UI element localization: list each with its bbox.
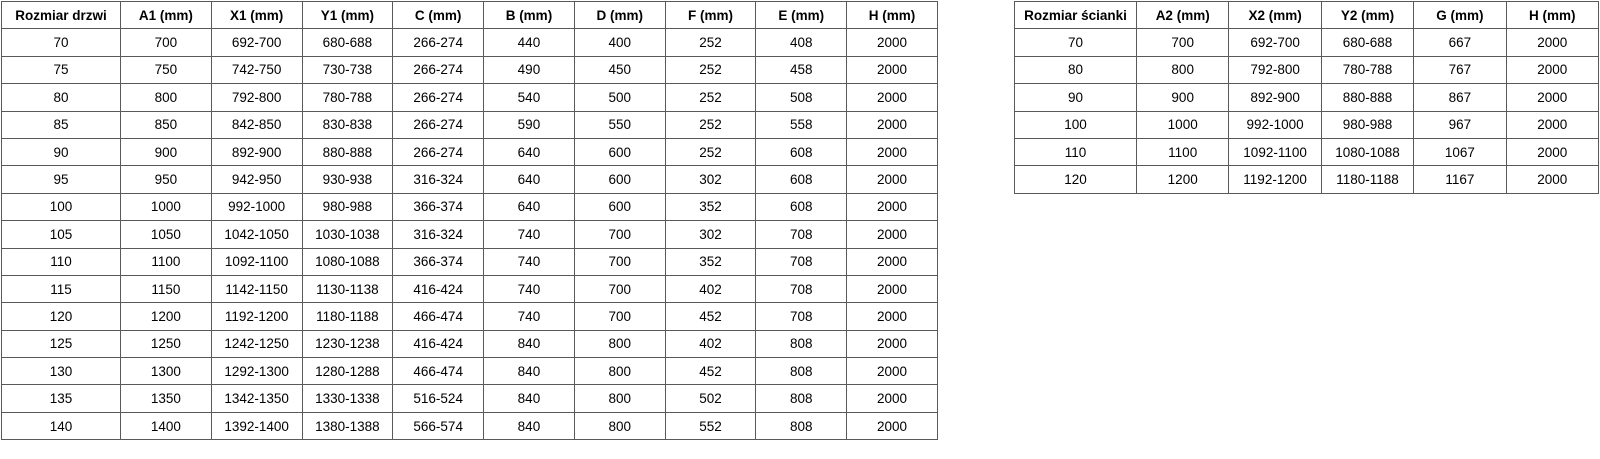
table-cell-r7-c1: 1050 bbox=[121, 221, 212, 248]
table-cell-r6-c2: 992-1000 bbox=[211, 193, 302, 220]
table-cell-r6-c7: 352 bbox=[665, 193, 756, 220]
table-cell-r10-c6: 700 bbox=[574, 303, 665, 330]
table-cell-r14-c8: 808 bbox=[756, 412, 847, 439]
table-cell-r8-c2: 1092-1100 bbox=[211, 248, 302, 275]
table-row-3 bbox=[2, 111, 938, 138]
table-cell-r9-c7: 402 bbox=[665, 275, 756, 302]
table-cell-r7-c3: 1030-1038 bbox=[302, 221, 393, 248]
table-cell-r8-c6: 700 bbox=[574, 248, 665, 275]
table-cell-r13-c5: 840 bbox=[484, 385, 575, 412]
header-cell-col2: X1 (mm) bbox=[211, 2, 302, 29]
table-row-6 bbox=[2, 193, 938, 220]
table-cell-r7-c6: 700 bbox=[574, 221, 665, 248]
table-row-8 bbox=[2, 248, 938, 275]
table-cell-r1-c2: 742-750 bbox=[211, 56, 302, 83]
table-cell-r10-c4: 466-474 bbox=[393, 303, 484, 330]
table-cell-r13-c1: 1350 bbox=[121, 385, 212, 412]
table-cell-r13-c4: 516-524 bbox=[393, 385, 484, 412]
table-cell-r14-c7: 552 bbox=[665, 412, 756, 439]
table-cell-r6-c6: 600 bbox=[574, 193, 665, 220]
table-cell-r3-c0: 100 bbox=[1015, 111, 1137, 138]
table-cell-r4-c8: 608 bbox=[756, 138, 847, 165]
table-cell-r0-c7: 252 bbox=[665, 29, 756, 56]
table-cell-r4-c3: 880-888 bbox=[302, 138, 393, 165]
table-cell-r13-c3: 1330-1338 bbox=[302, 385, 393, 412]
table-cell-r7-c0: 105 bbox=[2, 221, 121, 248]
table-cell-r3-c9: 2000 bbox=[847, 111, 938, 138]
table-row-3 bbox=[1015, 111, 1599, 138]
table-cell-r6-c5: 640 bbox=[484, 193, 575, 220]
table-cell-r5-c6: 600 bbox=[574, 166, 665, 193]
table-cell-r4-c0: 90 bbox=[2, 138, 121, 165]
table-cell-r3-c1: 850 bbox=[121, 111, 212, 138]
table-cell-r2-c2: 792-800 bbox=[211, 84, 302, 111]
table-row-2 bbox=[1015, 84, 1599, 111]
table-cell-r5-c8: 608 bbox=[756, 166, 847, 193]
table-cell-r0-c3: 680-688 bbox=[1321, 29, 1413, 56]
table-cell-r5-c2: 1192-1200 bbox=[1229, 166, 1321, 193]
table-cell-r10-c7: 452 bbox=[665, 303, 756, 330]
table-cell-r7-c7: 302 bbox=[665, 221, 756, 248]
table-cell-r9-c4: 416-424 bbox=[393, 275, 484, 302]
table-cell-r10-c3: 1180-1188 bbox=[302, 303, 393, 330]
table-cell-r7-c9: 2000 bbox=[847, 221, 938, 248]
table-cell-r9-c3: 1130-1138 bbox=[302, 275, 393, 302]
table-cell-r8-c9: 2000 bbox=[847, 248, 938, 275]
table-cell-r2-c0: 90 bbox=[1015, 84, 1137, 111]
table-cell-r0-c4: 667 bbox=[1414, 29, 1506, 56]
table-row-7 bbox=[2, 221, 938, 248]
table-cell-r12-c5: 840 bbox=[484, 358, 575, 385]
table-cell-r3-c5: 590 bbox=[484, 111, 575, 138]
table-cell-r12-c3: 1280-1288 bbox=[302, 358, 393, 385]
table-cell-r2-c7: 252 bbox=[665, 84, 756, 111]
table-cell-r0-c2: 692-700 bbox=[211, 29, 302, 56]
table-cell-r5-c7: 302 bbox=[665, 166, 756, 193]
header-cell-col0: Rozmiar drzwi bbox=[2, 2, 121, 29]
table-cell-r8-c7: 352 bbox=[665, 248, 756, 275]
table-cell-r5-c9: 2000 bbox=[847, 166, 938, 193]
table-cell-r14-c1: 1400 bbox=[121, 412, 212, 439]
table-cell-r10-c8: 708 bbox=[756, 303, 847, 330]
table-cell-r5-c2: 942-950 bbox=[211, 166, 302, 193]
table-cell-r12-c6: 800 bbox=[574, 358, 665, 385]
table-cell-r2-c1: 800 bbox=[121, 84, 212, 111]
table-cell-r0-c5: 440 bbox=[484, 29, 575, 56]
table-cell-r4-c5: 2000 bbox=[1506, 138, 1598, 165]
table-cell-r11-c8: 808 bbox=[756, 330, 847, 357]
table-cell-r2-c9: 2000 bbox=[847, 84, 938, 111]
table-cell-r3-c4: 266-274 bbox=[393, 111, 484, 138]
table-cell-r6-c0: 100 bbox=[2, 193, 121, 220]
table-cell-r4-c1: 900 bbox=[121, 138, 212, 165]
table-cell-r0-c0: 70 bbox=[2, 29, 121, 56]
table-cell-r12-c7: 452 bbox=[665, 358, 756, 385]
table-cell-r5-c1: 1200 bbox=[1137, 166, 1229, 193]
table-row-1 bbox=[2, 56, 938, 83]
table-cell-r3-c2: 842-850 bbox=[211, 111, 302, 138]
table-cell-r14-c6: 800 bbox=[574, 412, 665, 439]
table-cell-r4-c5: 640 bbox=[484, 138, 575, 165]
door-size-table bbox=[1, 1, 938, 440]
door-table-header-row bbox=[2, 2, 938, 29]
table-cell-r2-c3: 780-788 bbox=[302, 84, 393, 111]
table-cell-r6-c8: 608 bbox=[756, 193, 847, 220]
header-cell-col1: A1 (mm) bbox=[121, 2, 212, 29]
table-cell-r12-c8: 808 bbox=[756, 358, 847, 385]
table-row-12 bbox=[2, 358, 938, 385]
table-cell-r8-c3: 1080-1088 bbox=[302, 248, 393, 275]
table-row-14 bbox=[2, 412, 938, 439]
table-cell-r2-c3: 880-888 bbox=[1321, 84, 1413, 111]
table-cell-r12-c9: 2000 bbox=[847, 358, 938, 385]
header-cell-col7: F (mm) bbox=[665, 2, 756, 29]
wall-table-body bbox=[1015, 29, 1599, 193]
table-cell-r2-c0: 80 bbox=[2, 84, 121, 111]
table-cell-r4-c6: 600 bbox=[574, 138, 665, 165]
table-cell-r11-c2: 1242-1250 bbox=[211, 330, 302, 357]
table-cell-r11-c4: 416-424 bbox=[393, 330, 484, 357]
table-cell-r9-c6: 700 bbox=[574, 275, 665, 302]
table-cell-r5-c5: 640 bbox=[484, 166, 575, 193]
table-cell-r2-c4: 867 bbox=[1414, 84, 1506, 111]
table-cell-r5-c5: 2000 bbox=[1506, 166, 1598, 193]
table-cell-r3-c2: 992-1000 bbox=[1229, 111, 1321, 138]
table-cell-r5-c0: 95 bbox=[2, 166, 121, 193]
wall-size-table bbox=[1014, 1, 1599, 194]
table-cell-r1-c1: 750 bbox=[121, 56, 212, 83]
table-cell-r1-c8: 458 bbox=[756, 56, 847, 83]
table-cell-r9-c5: 740 bbox=[484, 275, 575, 302]
table-cell-r2-c4: 266-274 bbox=[393, 84, 484, 111]
table-cell-r4-c9: 2000 bbox=[847, 138, 938, 165]
table-cell-r5-c3: 1180-1188 bbox=[1321, 166, 1413, 193]
table-cell-r13-c8: 808 bbox=[756, 385, 847, 412]
table-cell-r1-c0: 75 bbox=[2, 56, 121, 83]
table-cell-r10-c0: 120 bbox=[2, 303, 121, 330]
table-cell-r10-c1: 1200 bbox=[121, 303, 212, 330]
table-cell-r8-c8: 708 bbox=[756, 248, 847, 275]
table-cell-r6-c4: 366-374 bbox=[393, 193, 484, 220]
table-cell-r11-c1: 1250 bbox=[121, 330, 212, 357]
table-cell-r1-c7: 252 bbox=[665, 56, 756, 83]
table-cell-r10-c2: 1192-1200 bbox=[211, 303, 302, 330]
table-cell-r11-c6: 800 bbox=[574, 330, 665, 357]
table-cell-r1-c3: 780-788 bbox=[1321, 56, 1413, 83]
table-cell-r5-c4: 316-324 bbox=[393, 166, 484, 193]
header-cell-col4: C (mm) bbox=[393, 2, 484, 29]
table-cell-r1-c5: 2000 bbox=[1506, 56, 1598, 83]
table-cell-r14-c9: 2000 bbox=[847, 412, 938, 439]
table-cell-r1-c0: 80 bbox=[1015, 56, 1137, 83]
table-cell-r0-c4: 266-274 bbox=[393, 29, 484, 56]
table-cell-r11-c7: 402 bbox=[665, 330, 756, 357]
table-cell-r1-c4: 767 bbox=[1414, 56, 1506, 83]
table-row-0 bbox=[2, 29, 938, 56]
table-cell-r13-c2: 1342-1350 bbox=[211, 385, 302, 412]
wall-table-header-row bbox=[1015, 2, 1599, 29]
table-row-4 bbox=[2, 138, 938, 165]
table-cell-r8-c4: 366-374 bbox=[393, 248, 484, 275]
table-cell-r1-c2: 792-800 bbox=[1229, 56, 1321, 83]
header-cell-col8: E (mm) bbox=[756, 2, 847, 29]
header-cell-col4: G (mm) bbox=[1414, 2, 1506, 29]
table-cell-r11-c0: 125 bbox=[2, 330, 121, 357]
table-cell-r12-c0: 130 bbox=[2, 358, 121, 385]
table-cell-r12-c4: 466-474 bbox=[393, 358, 484, 385]
table-cell-r7-c2: 1042-1050 bbox=[211, 221, 302, 248]
table-cell-r13-c7: 502 bbox=[665, 385, 756, 412]
table-cell-r0-c1: 700 bbox=[121, 29, 212, 56]
table-cell-r2-c8: 508 bbox=[756, 84, 847, 111]
table-cell-r9-c8: 708 bbox=[756, 275, 847, 302]
table-row-0 bbox=[1015, 29, 1599, 56]
table-cell-r7-c4: 316-324 bbox=[393, 221, 484, 248]
table-cell-r4-c2: 892-900 bbox=[211, 138, 302, 165]
table-row-13 bbox=[2, 385, 938, 412]
table-cell-r1-c9: 2000 bbox=[847, 56, 938, 83]
header-row bbox=[1015, 2, 1599, 29]
table-cell-r5-c1: 950 bbox=[121, 166, 212, 193]
table-cell-r8-c0: 110 bbox=[2, 248, 121, 275]
table-cell-r3-c3: 830-838 bbox=[302, 111, 393, 138]
table-row-2 bbox=[2, 84, 938, 111]
table-cell-r1-c3: 730-738 bbox=[302, 56, 393, 83]
table-cell-r6-c9: 2000 bbox=[847, 193, 938, 220]
table-cell-r1-c6: 450 bbox=[574, 56, 665, 83]
table-cell-r9-c2: 1142-1150 bbox=[211, 275, 302, 302]
table-cell-r4-c1: 1100 bbox=[1137, 138, 1229, 165]
table-cell-r9-c9: 2000 bbox=[847, 275, 938, 302]
table-cell-r5-c3: 930-938 bbox=[302, 166, 393, 193]
table-row-4 bbox=[1015, 138, 1599, 165]
table-cell-r0-c8: 408 bbox=[756, 29, 847, 56]
table-cell-r0-c1: 700 bbox=[1137, 29, 1229, 56]
table-row-5 bbox=[1015, 166, 1599, 193]
table-cell-r14-c0: 140 bbox=[2, 412, 121, 439]
table-cell-r13-c9: 2000 bbox=[847, 385, 938, 412]
table-cell-r11-c9: 2000 bbox=[847, 330, 938, 357]
table-cell-r0-c2: 692-700 bbox=[1229, 29, 1321, 56]
table-cell-r2-c5: 540 bbox=[484, 84, 575, 111]
header-cell-col9: H (mm) bbox=[847, 2, 938, 29]
table-cell-r10-c9: 2000 bbox=[847, 303, 938, 330]
table-cell-r0-c9: 2000 bbox=[847, 29, 938, 56]
table-cell-r3-c8: 558 bbox=[756, 111, 847, 138]
table-row-11 bbox=[2, 330, 938, 357]
header-cell-col6: D (mm) bbox=[574, 2, 665, 29]
table-cell-r4-c4: 266-274 bbox=[393, 138, 484, 165]
table-row-5 bbox=[2, 166, 938, 193]
table-cell-r3-c5: 2000 bbox=[1506, 111, 1598, 138]
table-cell-r14-c5: 840 bbox=[484, 412, 575, 439]
table-cell-r5-c0: 120 bbox=[1015, 166, 1137, 193]
table-row-1 bbox=[1015, 56, 1599, 83]
table-cell-r2-c6: 500 bbox=[574, 84, 665, 111]
table-cell-r4-c4: 1067 bbox=[1414, 138, 1506, 165]
table-cell-r8-c5: 740 bbox=[484, 248, 575, 275]
table-cell-r2-c2: 892-900 bbox=[1229, 84, 1321, 111]
table-cell-r2-c5: 2000 bbox=[1506, 84, 1598, 111]
table-cell-r8-c1: 1100 bbox=[121, 248, 212, 275]
header-cell-col3: Y1 (mm) bbox=[302, 2, 393, 29]
header-cell-col1: A2 (mm) bbox=[1137, 2, 1229, 29]
header-cell-col0: Rozmiar ścianki bbox=[1015, 2, 1137, 29]
table-cell-r1-c5: 490 bbox=[484, 56, 575, 83]
table-cell-r12-c1: 1300 bbox=[121, 358, 212, 385]
table-cell-r4-c0: 110 bbox=[1015, 138, 1137, 165]
table-cell-r0-c0: 70 bbox=[1015, 29, 1137, 56]
table-cell-r1-c1: 800 bbox=[1137, 56, 1229, 83]
header-row bbox=[2, 2, 938, 29]
header-cell-col2: X2 (mm) bbox=[1229, 2, 1321, 29]
table-cell-r12-c2: 1292-1300 bbox=[211, 358, 302, 385]
table-cell-r0-c5: 2000 bbox=[1506, 29, 1598, 56]
table-cell-r6-c3: 980-988 bbox=[302, 193, 393, 220]
table-cell-r9-c1: 1150 bbox=[121, 275, 212, 302]
table-row-10 bbox=[2, 303, 938, 330]
header-cell-col5: H (mm) bbox=[1506, 2, 1598, 29]
table-cell-r13-c6: 800 bbox=[574, 385, 665, 412]
header-cell-col3: Y2 (mm) bbox=[1321, 2, 1413, 29]
table-cell-r4-c2: 1092-1100 bbox=[1229, 138, 1321, 165]
table-cell-r13-c0: 135 bbox=[2, 385, 121, 412]
table-cell-r11-c5: 840 bbox=[484, 330, 575, 357]
header-cell-col5: B (mm) bbox=[484, 2, 575, 29]
table-cell-r3-c3: 980-988 bbox=[1321, 111, 1413, 138]
table-cell-r3-c1: 1000 bbox=[1137, 111, 1229, 138]
door-table-body bbox=[2, 29, 938, 440]
table-cell-r14-c2: 1392-1400 bbox=[211, 412, 302, 439]
table-cell-r4-c3: 1080-1088 bbox=[1321, 138, 1413, 165]
table-cell-r2-c1: 900 bbox=[1137, 84, 1229, 111]
table-cell-r11-c3: 1230-1238 bbox=[302, 330, 393, 357]
table-cell-r0-c3: 680-688 bbox=[302, 29, 393, 56]
table-cell-r3-c7: 252 bbox=[665, 111, 756, 138]
table-cell-r9-c0: 115 bbox=[2, 275, 121, 302]
table-cell-r7-c8: 708 bbox=[756, 221, 847, 248]
table-cell-r0-c6: 400 bbox=[574, 29, 665, 56]
table-cell-r6-c1: 1000 bbox=[121, 193, 212, 220]
table-cell-r14-c3: 1380-1388 bbox=[302, 412, 393, 439]
table-cell-r5-c4: 1167 bbox=[1414, 166, 1506, 193]
table-row-9 bbox=[2, 275, 938, 302]
table-cell-r4-c7: 252 bbox=[665, 138, 756, 165]
table-cell-r3-c6: 550 bbox=[574, 111, 665, 138]
table-cell-r3-c0: 85 bbox=[2, 111, 121, 138]
table-cell-r7-c5: 740 bbox=[484, 221, 575, 248]
table-cell-r1-c4: 266-274 bbox=[393, 56, 484, 83]
table-cell-r10-c5: 740 bbox=[484, 303, 575, 330]
table-cell-r3-c4: 967 bbox=[1414, 111, 1506, 138]
table-cell-r14-c4: 566-574 bbox=[393, 412, 484, 439]
